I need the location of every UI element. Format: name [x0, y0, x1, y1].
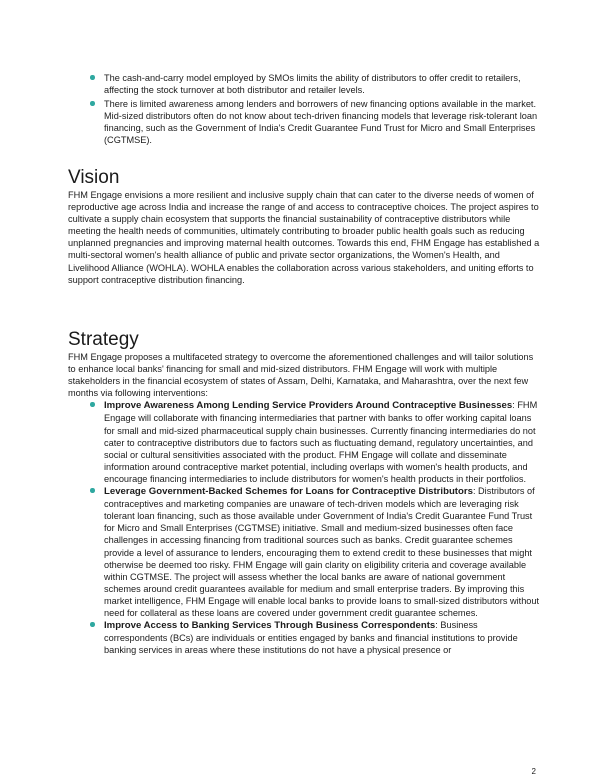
challenges-list	[68, 72, 540, 147]
vision-heading: Vision	[68, 167, 120, 188]
bullet-icon	[90, 402, 95, 407]
vision-body: FHM Engage envisions a more resilient and inclusive supply chain that can cater to the diverse needs of women of reproductive age across India and increase the range of and access to contraceptive choices. The project aspires to cultivate a supply chain ecosystem that supports the financial sustainability of contraceptive distributors while meeting the health needs of communities, ultimately contributing to broader public health goals such as reducing unplanned pregnancies and improving maternal health outcomes. Towards this end, FHM Engage has established a multi-sectoral women's health alliance of public and private sector organizations, the Women's Health, and Livelihood Alliance (WOHLA). WOHLA enables the collaboration across various stakeholders, and uniting efforts to support contraceptive distribution financing.	[68, 190, 540, 285]
intervention-text: : FHM Engage will collaborate with financing intermediaries that partner with banks to offer working capital loans for small and mid-sized pharmaceutical supply chain businesses. Currently financing intermediaries do not cater to contraceptive distributors due to factors such as fluctuating demand, regulatory uncertainties, and social or cultural sensitivities associated with the product. FHM Engage will collate and disseminate information around contraceptive market potential, including overlaps with women's health products, and encourage financing intermediaries to include distributors for women's health products in their portfolios.	[104, 400, 538, 484]
bullet-icon	[90, 622, 95, 627]
vision-section	[68, 167, 540, 286]
intervention-text: : Business correspondents (BCs) are individuals or entities engaged by banks and financial institutions to provide banking services in areas where these institutions do not have a physical presence or	[104, 620, 518, 656]
list-item	[68, 485, 540, 619]
strategy-list	[68, 399, 540, 656]
strategy-intro: FHM Engage proposes a multifaceted strategy to overcome the aforementioned challenges and will tailor solutions to enhance local banks' financing for small and mid-sized distributors. FHM Engage will work with multiple stakeholders in the financial ecosystem of states of Assam, Delhi, Karnataka, and Maharashtra, over the next few months via following interventions:	[68, 352, 534, 399]
bullet-icon	[90, 101, 95, 106]
intervention-title: Improve Awareness Among Lending Service Providers Around Contraceptive Businesses	[104, 400, 513, 412]
intervention-title: Improve Access to Banking Services Through Business Correspondents	[104, 620, 436, 632]
intervention-text: : Distributors of contraceptives and marketing companies are unaware of tech-driven models which are leveraging risk tolerant loan financing, such as those available under Government of India's Credit Guarantee Fund Trust for Micro and Small Enterprises (CGTMSE) initiative. Small and medium-sized businesses often face challenges in accessing financing from traditional sources such as banks. Credit guarantee schemes provide a level of assurance to lenders, encouraging them to extend credit to these businesses that might otherwise be deemed too risky. FHM Engage will gain clarity on eligibility criteria and coverage available within CGTMSE. The project will assess whether the local banks are aware of national government schemes around credit guarantees available for medium and small enterprise traders. By improving this market intelligence, FHM Engage will enable local banks to provide loans to small-sized distributors without need for collateral as these loans are covered under government credit guarantee schemes.	[104, 486, 540, 618]
list-item	[68, 399, 540, 485]
intervention-title: Leverage Government-Backed Schemes for Loans for Contraceptive Distributors	[104, 486, 473, 498]
page-number: 2	[531, 767, 536, 776]
list-item	[68, 619, 540, 656]
bullet-icon	[90, 75, 95, 80]
strategy-heading: Strategy	[68, 329, 139, 350]
list-item: The cash-and-carry model employed by SMOs limits the ability of distributors to offer credit to retailers, affecting the stock turnover at both distributor and retailer levels.	[68, 72, 540, 96]
list-item: There is limited awareness among lenders and borrowers of new financing options available in the market. Mid-sized distributors often do not know about tech-driven financing models that leverage risk-tolerant loan financing, such as the Government of India's Credit Guarantee Fund Trust for Micro and Small Enterprises (CGTMSE).	[68, 98, 540, 146]
bullet-icon	[90, 488, 95, 493]
strategy-section	[68, 329, 540, 656]
